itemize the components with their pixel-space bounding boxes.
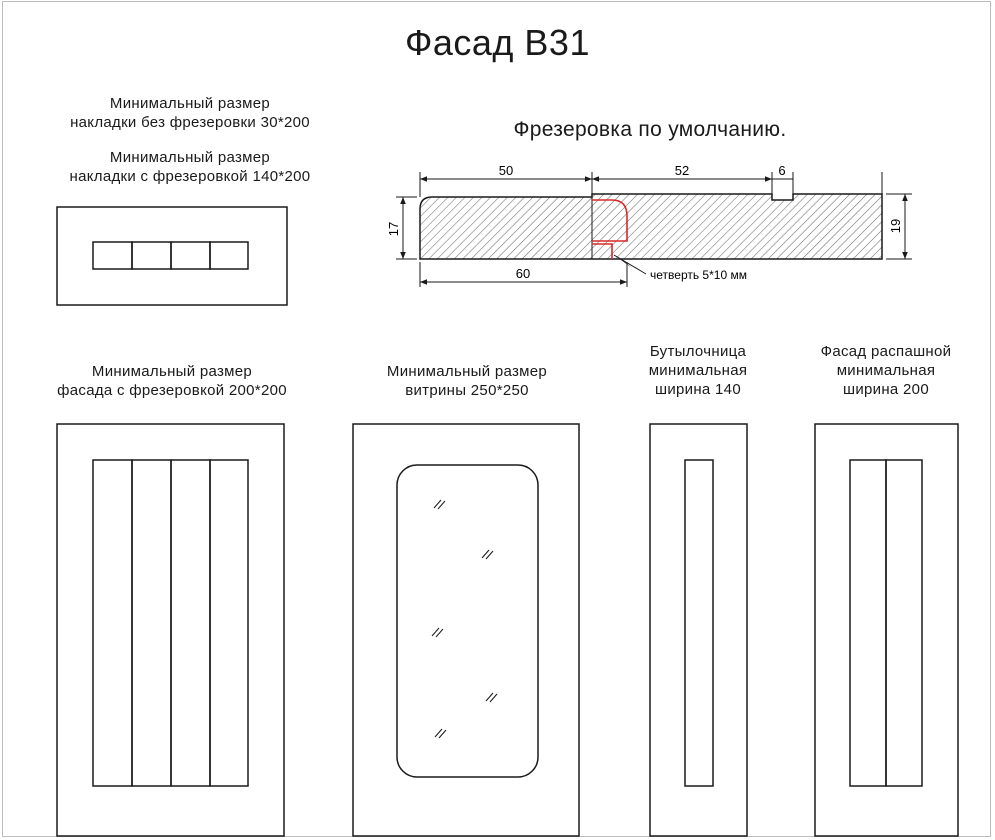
bottle-lamella xyxy=(685,460,713,786)
glass-mark xyxy=(435,729,446,738)
caption-line: Фасад распашной xyxy=(820,343,952,360)
caption-line: ширина 140 xyxy=(655,381,741,398)
bottle-panel xyxy=(650,424,747,836)
caption-line: фасада с фрезеровкой 200*200 xyxy=(57,382,287,399)
dim-top-right: 6 xyxy=(778,163,786,178)
caption-line: ширина 200 xyxy=(843,381,929,398)
facade-panel xyxy=(57,424,284,836)
caption-line: Бутылочница xyxy=(649,343,747,360)
caption-line: минимальная xyxy=(648,362,748,379)
overlay-outline xyxy=(57,207,287,305)
overlay-panel xyxy=(57,207,287,305)
caption-line: Минимальный размер xyxy=(91,363,253,380)
glass-marks xyxy=(432,500,497,738)
milling-title: Фрезеровка по умолчанию. xyxy=(513,118,787,141)
milling-section xyxy=(386,163,912,287)
overlay-cell xyxy=(132,242,171,269)
dim-right-height: 19 xyxy=(888,218,903,234)
drawing-title: Фасад В31 xyxy=(405,22,590,63)
glass-mark xyxy=(432,628,443,637)
caption-line: витрины 250*250 xyxy=(405,382,529,399)
caption-line: Минимальный размер xyxy=(109,95,271,112)
swing-lamella xyxy=(850,460,886,786)
caption-line: Минимальный размер xyxy=(109,149,271,166)
facade-lamella xyxy=(93,460,132,786)
bottle-outline xyxy=(650,424,747,836)
overlay-cell xyxy=(171,242,210,269)
showcase-outline xyxy=(353,424,579,836)
dim-top-left: 50 xyxy=(498,163,514,178)
facade-lamella xyxy=(210,460,248,786)
dim-left-height: 17 xyxy=(386,221,401,237)
dim-top-mid: 52 xyxy=(674,163,690,178)
showcase-glass xyxy=(397,465,538,777)
overlay-cell xyxy=(93,242,132,269)
glass-mark xyxy=(482,550,493,559)
caption-line: накладки с фрезеровкой 140*200 xyxy=(69,168,311,185)
swing-lamella xyxy=(886,460,922,786)
swing-panel xyxy=(815,424,958,836)
caption-line: минимальная xyxy=(836,362,936,379)
overlay-cell xyxy=(210,242,248,269)
facade-lamella xyxy=(132,460,171,786)
rebate-note: четверть 5*10 мм xyxy=(650,268,747,282)
section-profile xyxy=(420,194,882,259)
caption-line: Минимальный размер xyxy=(386,363,548,380)
facade-lamella xyxy=(171,460,210,786)
glass-mark xyxy=(486,693,497,702)
caption-line: накладки без фрезеровки 30*200 xyxy=(70,114,310,131)
showcase-panel xyxy=(353,424,579,836)
glass-mark xyxy=(434,500,445,509)
dim-bottom: 60 xyxy=(515,266,531,281)
